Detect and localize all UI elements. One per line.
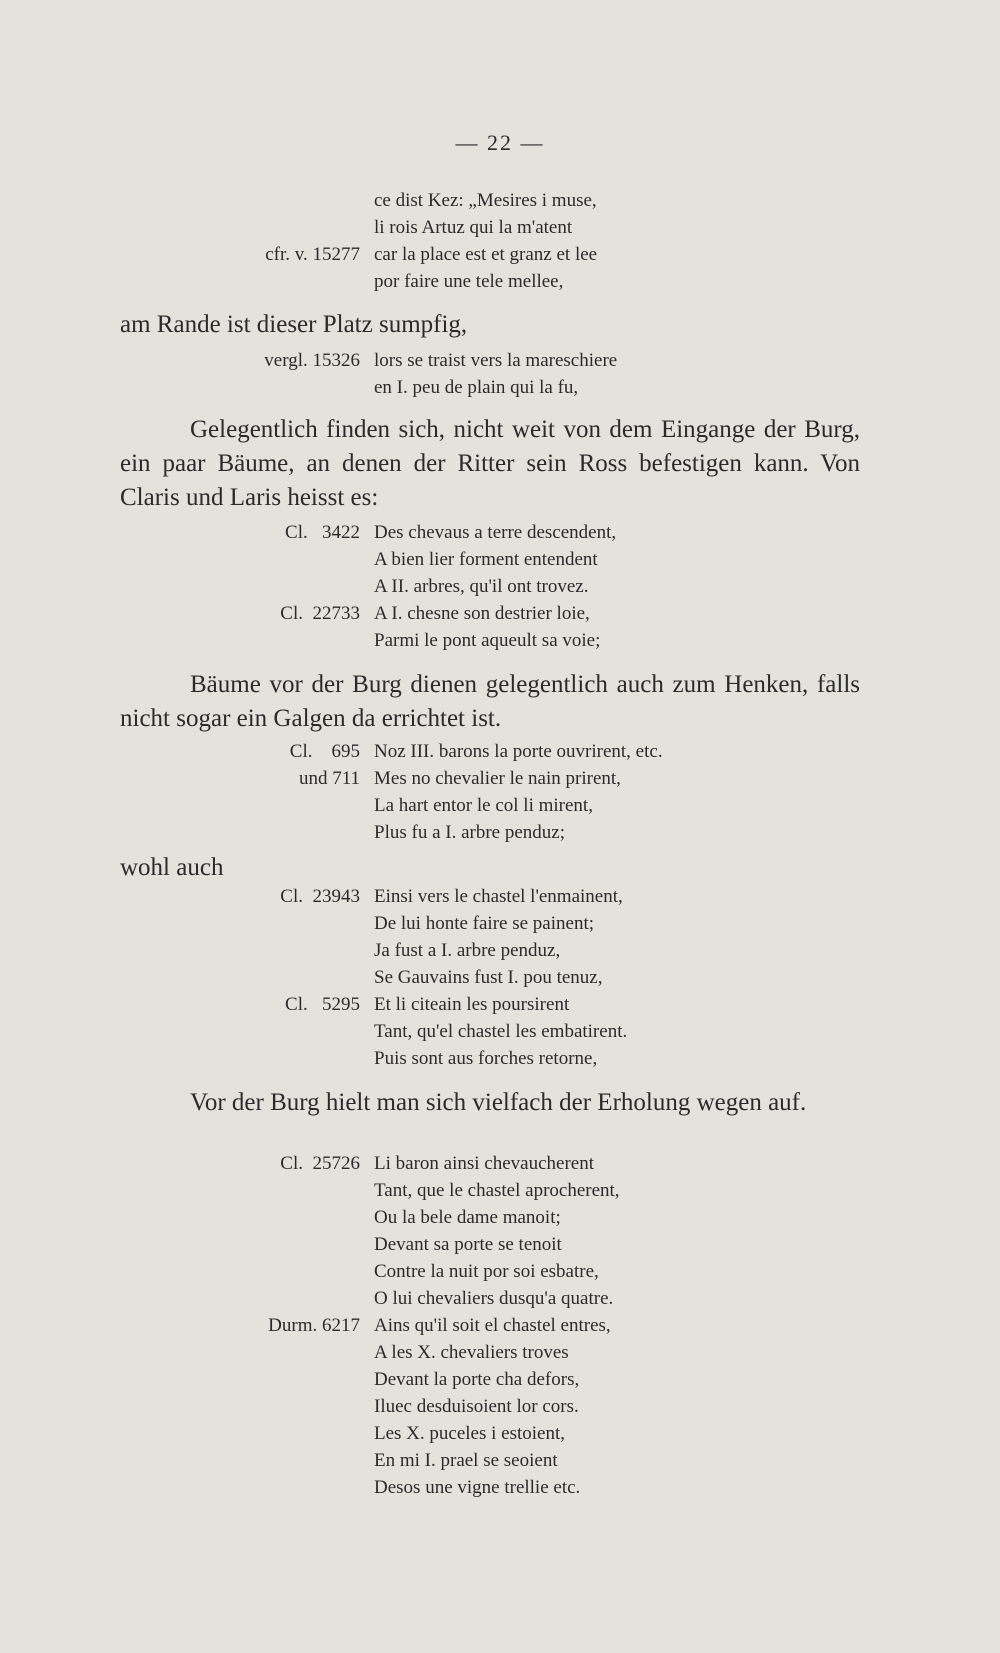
citation: Cl. 3422 — [285, 522, 360, 543]
verse-line: La hart entor le col li mirent, — [374, 795, 593, 816]
verse-line: por faire une tele mellee, — [374, 271, 564, 292]
citation: Cl. 5295 — [285, 994, 360, 1015]
verse-line: Desos une vigne trellie etc. — [374, 1477, 581, 1498]
verse-line: Ou la bele dame manoit; — [374, 1207, 561, 1228]
citation: cfr. v. 15277 — [265, 244, 360, 265]
verse-line: Contre la nuit por soi esbatre, — [374, 1261, 599, 1282]
citation: Cl. 25726 — [280, 1153, 360, 1174]
prose-paragraph: Gelegentlich finden sich, nicht weit von dem Eingange der Burg, ein paar Bäume, an denen der Ritter sein Ross befestigen kann. Von Claris und Laris heisst es: — [120, 416, 860, 511]
verse-line: Einsi vers le chastel l'enmainent, — [374, 886, 623, 907]
verse-line: Des chevaus a terre descendent, — [374, 522, 617, 543]
verse-line: A les X. chevaliers troves — [374, 1342, 569, 1363]
verse-line: A II. arbres, qu'il ont trovez. — [374, 576, 589, 597]
verse-line: Noz III. barons la porte ouvrirent, etc. — [374, 741, 663, 762]
prose-line: am Rande ist dieser Platz sumpfig, — [120, 311, 468, 338]
verse-line: De lui honte faire se painent; — [374, 913, 595, 934]
verse-line: Parmi le pont aqueult sa voie; — [374, 630, 601, 651]
prose-line: wohl auch — [120, 854, 224, 881]
verse-line: Tant, qu'el chastel les embatirent. — [374, 1021, 628, 1042]
citation: Cl. 695 — [289, 741, 360, 762]
verse-line: Plus fu a I. arbre penduz; — [374, 822, 565, 843]
verse-line: li rois Artuz qui la m'atent — [374, 217, 573, 238]
citation: vergl. 15326 — [264, 350, 360, 371]
verse-line: Se Gauvains fust I. pou tenuz, — [374, 967, 603, 988]
verse-line: Puis sont aus forches retorne, — [374, 1048, 598, 1069]
verse-line: A I. chesne son destrier loie, — [374, 603, 590, 624]
verse-line: Devant la porte cha defors, — [374, 1369, 580, 1390]
verse-line: en I. peu de plain qui la fu, — [374, 377, 579, 398]
verse-line: Tant, que le chastel aprocherent, — [374, 1180, 620, 1201]
prose-paragraph: Bäume vor der Burg dienen gelegentlich auch zum Henken, falls nicht sogar ein Galgen da errichtet ist. — [120, 671, 860, 732]
verse-line: Ains qu'il soit el chastel entres, — [374, 1315, 611, 1336]
verse-line: A bien lier forment entendent — [374, 549, 598, 570]
verse-line: Et li citeain les poursirent — [374, 994, 570, 1015]
page-number: — 22 — — [455, 130, 545, 155]
verse-line: ce dist Kez: „Mesires i muse, — [374, 190, 597, 211]
citation: Durm. 6217 — [268, 1315, 360, 1336]
verse-line: Li baron ainsi chevaucherent — [374, 1153, 594, 1174]
citation: Cl. 23943 — [280, 886, 360, 907]
verse-line: car la place est et granz et lee — [374, 244, 598, 265]
verse-line: Ja fust a I. arbre penduz, — [374, 940, 561, 961]
verse-line: O lui chevaliers dusqu'a quatre. — [374, 1288, 614, 1309]
verse-line: Mes no chevalier le nain prirent, — [374, 768, 621, 789]
verse-line: Devant sa porte se tenoit — [374, 1234, 562, 1255]
verse-line: Iluec desduisoient lor cors. — [374, 1396, 579, 1417]
verse-line: Les X. puceles i estoient, — [374, 1423, 566, 1444]
prose-paragraph: Vor der Burg hielt man sich vielfach der Erholung wegen auf. — [190, 1089, 807, 1116]
citation: Cl. 22733 — [280, 603, 360, 624]
verse-line: En mi I. prael se seoient — [374, 1450, 558, 1471]
verse-line: lors se traist vers la mareschiere — [374, 350, 618, 371]
citation: und 711 — [298, 768, 360, 789]
